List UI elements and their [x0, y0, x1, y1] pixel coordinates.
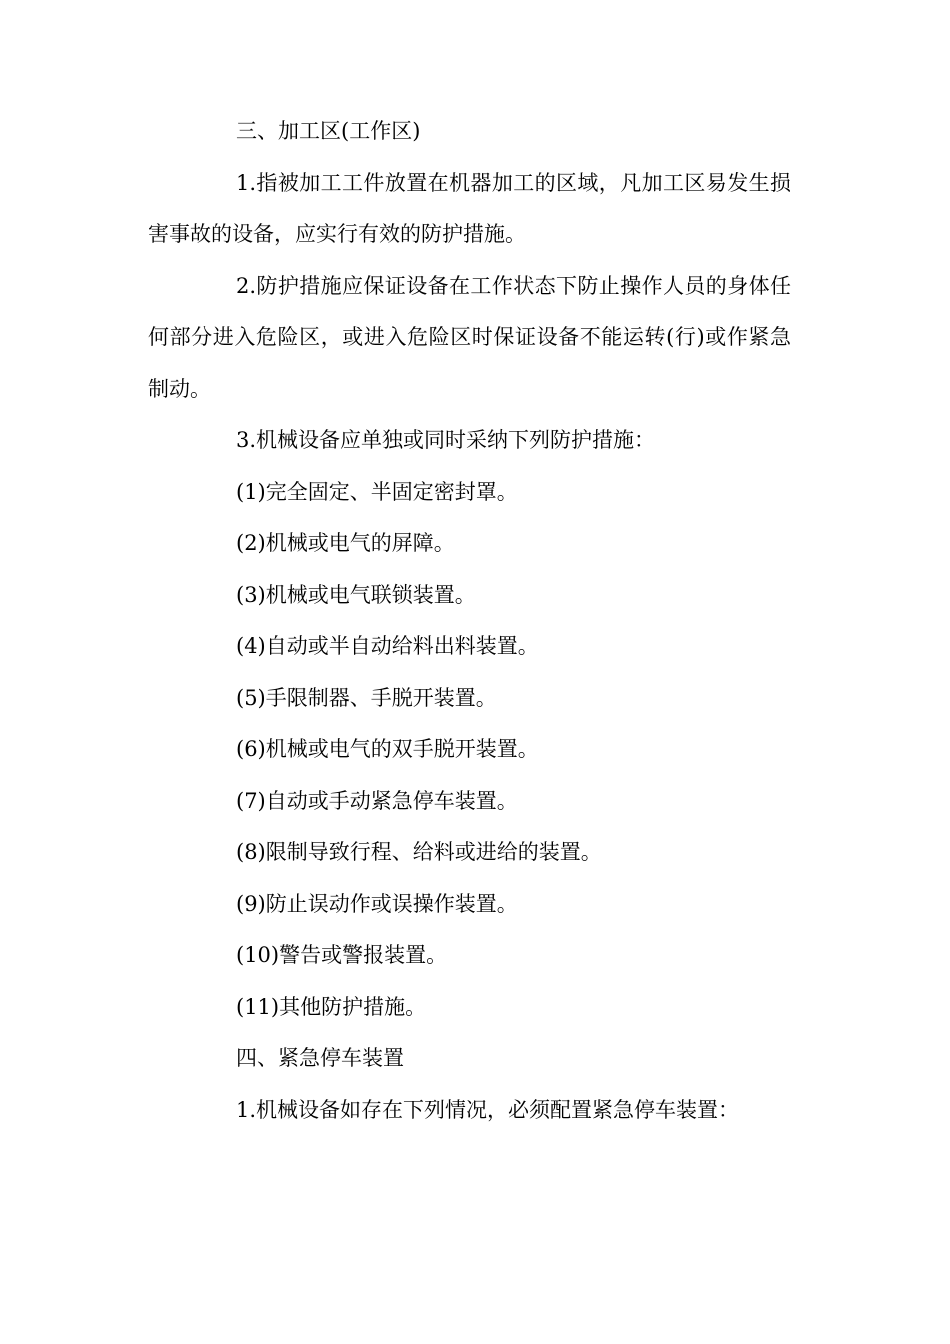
- list-item-4: (4)自动或半自动给料出料装置。: [236, 634, 539, 658]
- section-heading-processing-area: 三、加工区(工作区): [236, 119, 421, 143]
- list-item-8: (8)限制导致行程、给料或进给的装置。: [236, 840, 602, 864]
- paragraph-2: 2.防护措施应保证设备在工作状态下防止操作人员的身体任何部分进入危险区，或进入危险区时保证设备不能运转(行)或作紧急制动。: [148, 273, 791, 401]
- list-item-3: (3)机械或电气联锁装置。: [236, 582, 476, 607]
- list-item-9: (9)防止误动作或误操作装置。: [236, 891, 518, 916]
- list-item-2: (2)机械或电气的屏障。: [236, 531, 455, 555]
- list-item-10: (10)警告或警报装置。: [236, 943, 448, 967]
- list-item-6: (6)机械或电气的双手脱开装置。: [236, 737, 539, 761]
- document-page: [148, 106, 791, 1136]
- paragraph-1: 1.指被加工工件放置在机器加工的区域，凡加工区易发生损害事故的设备，应实行有效的防护措施。: [148, 170, 791, 246]
- section-heading-emergency-stop: 四、紧急停车装置: [236, 1046, 404, 1070]
- list-item-5: (5)手限制器、手脱开装置。: [236, 685, 497, 710]
- paragraph-emergency-stop-1: 1.机械设备如存在下列情况，必须配置紧急停车装置：: [236, 1097, 740, 1122]
- list-item-7: (7)自动或手动紧急停车装置。: [236, 788, 518, 813]
- list-item-1: (1)完全固定、半固定密封罩。: [236, 479, 518, 504]
- paragraph-3: 3.机械设备应单独或同时采纳下列防护措施：: [236, 428, 656, 452]
- list-item-11: (11)其他防护措施。: [236, 994, 427, 1019]
